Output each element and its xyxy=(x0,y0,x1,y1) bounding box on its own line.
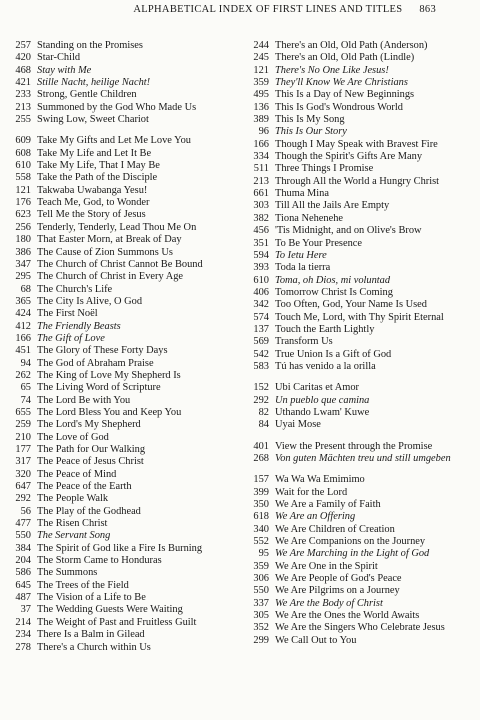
hymn-number: 176 xyxy=(15,197,31,209)
index-entry xyxy=(245,139,477,151)
hymn-number: 421 xyxy=(15,77,31,89)
hymn-title: This Is My Song xyxy=(275,114,345,126)
hymn-number: 608 xyxy=(15,147,31,159)
hymn-number: 136 xyxy=(253,101,269,113)
index-entry xyxy=(245,114,477,126)
hymn-title: The Church of Christ in Every Age xyxy=(37,271,184,283)
hymn-number: 550 xyxy=(253,585,269,597)
hymn-title: Toma, oh Dios, mi voluntad xyxy=(275,274,391,286)
hymn-number: 84 xyxy=(258,419,269,431)
index-entry xyxy=(7,518,239,530)
index-entry xyxy=(7,345,239,357)
hymn-number: 292 xyxy=(253,394,269,406)
index-entry xyxy=(245,275,477,287)
hymn-number: 121 xyxy=(253,64,269,76)
hymn-title: Till All the Jails Are Empty xyxy=(275,200,390,212)
hymn-number: 317 xyxy=(15,456,31,468)
hymn-number: 74 xyxy=(20,394,31,406)
index-entry xyxy=(7,135,239,147)
hymn-title: The Lord Bless You and Keep You xyxy=(37,406,182,418)
hymn-title: Ubi Caritas et Amor xyxy=(275,382,359,394)
hymn-number: 204 xyxy=(15,555,31,567)
hymn-title: We Are Companions on the Journey xyxy=(275,536,426,548)
hymn-number: 306 xyxy=(253,573,269,585)
index-entry xyxy=(7,617,239,629)
hymn-title: Strong, Gentle Children xyxy=(37,89,137,101)
hymn-number: 347 xyxy=(15,258,31,270)
hymn-number: 299 xyxy=(253,634,269,646)
hymn-title: The Living Word of Scripture xyxy=(37,382,161,394)
index-entry xyxy=(245,89,477,101)
hymn-title: That Easter Morn, at Break of Day xyxy=(37,234,182,246)
hymn-number: 82 xyxy=(258,406,269,418)
hymn-number: 233 xyxy=(15,89,31,101)
index-entry xyxy=(245,336,477,348)
hymn-title: We Are the Ones the World Awaits xyxy=(275,610,420,622)
hymn-title: Star-Child xyxy=(37,52,81,64)
index-entry xyxy=(7,321,239,333)
hymn-number: 255 xyxy=(15,114,31,126)
index-entry xyxy=(245,77,477,89)
hymn-number: 177 xyxy=(15,444,31,455)
hymn-title: We Call Out to You xyxy=(275,634,357,646)
group-spacer xyxy=(245,432,477,441)
hymn-title: To Be Your Presence xyxy=(275,237,363,249)
hymn-title: This Is a Day of New Beginnings xyxy=(275,89,415,101)
hymn-title: We Are Pilgrims on a Journey xyxy=(275,585,400,597)
hymn-number: 121 xyxy=(15,184,31,196)
hymn-title: We Are an Offering xyxy=(275,511,356,523)
hymn-title: The Love of God xyxy=(37,431,109,443)
hymn-number: 399 xyxy=(253,486,269,498)
index-column-right xyxy=(245,40,477,647)
hymn-number: 262 xyxy=(15,369,31,381)
hymn-title: Von guten Mächten treu und still umgeben xyxy=(275,453,451,464)
hymn-title: Toda la tierra xyxy=(275,262,331,274)
hymn-number: 420 xyxy=(15,52,31,64)
hymn-title: The Church of Christ Cannot Be Bound xyxy=(37,258,203,270)
hymn-title: There's a Church within Us xyxy=(37,641,151,653)
hymn-number: 655 xyxy=(15,406,31,418)
hymn-number: 65 xyxy=(20,382,31,394)
hymn-title: The Trees of the Field xyxy=(37,579,129,591)
page-header xyxy=(133,4,436,15)
hymn-number: 166 xyxy=(15,332,31,344)
index-entry xyxy=(245,238,477,250)
hymn-number: 334 xyxy=(253,151,269,163)
hymn-number: 618 xyxy=(253,511,269,523)
index-entry xyxy=(7,259,239,271)
index-entry xyxy=(7,592,239,604)
hymn-number: 342 xyxy=(253,299,269,311)
index-entry xyxy=(7,629,239,641)
hymn-title: Transform Us xyxy=(275,336,333,348)
hymn-title: Take My Life and Let It Be xyxy=(37,147,152,159)
hymn-title: Touch Me, Lord, with Thy Spirit Eternal xyxy=(275,311,444,323)
group-spacer xyxy=(7,126,239,135)
hymn-title: The Lord's My Shepherd xyxy=(37,419,141,431)
index-entry xyxy=(245,419,477,431)
hymn-number: 495 xyxy=(253,89,269,101)
index-entry xyxy=(7,52,239,64)
hymn-title: Tiona Nehenehe xyxy=(275,212,344,224)
hymn-number: 424 xyxy=(15,308,31,320)
hymn-title: The Glory of These Forty Days xyxy=(37,345,168,357)
hymn-title: The Church's Life xyxy=(37,283,113,295)
index-entry xyxy=(245,312,477,324)
index-entry xyxy=(7,530,239,542)
hymn-title: The Peace of the Earth xyxy=(37,481,132,493)
index-entry xyxy=(7,370,239,382)
hymn-number: 406 xyxy=(253,286,269,298)
hymn-title: We Are the Singers Who Celebrate Jesus xyxy=(275,622,445,634)
hymn-number: 558 xyxy=(15,172,31,184)
index-entry xyxy=(7,40,239,52)
hymn-title: 'Tis Midnight, and on Olive's Brow xyxy=(275,225,422,237)
hymn-number: 365 xyxy=(15,295,31,307)
hymn-number: 393 xyxy=(253,262,269,274)
hymn-title: We Are the Body of Christ xyxy=(275,597,383,609)
hymn-title: The Summons xyxy=(37,567,98,579)
hymn-number: 210 xyxy=(15,431,31,443)
hymn-title: There's No One Like Jesus! xyxy=(275,64,389,76)
hymn-title: The Wedding Guests Were Waiting xyxy=(37,604,183,616)
hymn-number: 542 xyxy=(253,348,269,360)
hymn-title: The People Walk xyxy=(37,493,109,505)
hymn-number: 623 xyxy=(15,209,31,221)
index-entry xyxy=(7,172,239,184)
hymn-number: 303 xyxy=(253,200,269,212)
index-entry xyxy=(7,642,239,654)
index-entry xyxy=(7,506,239,518)
index-entry xyxy=(245,511,477,523)
hymn-title: There Is a Balm in Gilead xyxy=(37,629,145,641)
index-entry xyxy=(245,262,477,274)
hymn-title: The Peace of Jesus Christ xyxy=(37,456,144,468)
hymn-number: 340 xyxy=(253,523,269,535)
hymn-number: 152 xyxy=(253,382,269,394)
index-entry xyxy=(7,604,239,616)
index-entry xyxy=(245,250,477,262)
index-entry xyxy=(7,308,239,320)
index-entry xyxy=(7,543,239,555)
hymn-number: 214 xyxy=(15,616,31,628)
hymn-number: 56 xyxy=(20,505,31,517)
hymn-title: Teach Me, God, to Wonder xyxy=(37,197,150,209)
index-entry xyxy=(245,453,477,465)
index-entry xyxy=(245,324,477,336)
hymn-title: Uyai Mose xyxy=(275,419,321,431)
hymn-title: The Spirit of God like a Fire Is Burning xyxy=(37,542,203,554)
index-entry xyxy=(245,361,477,373)
index-entry xyxy=(7,222,239,234)
index-entry xyxy=(245,635,477,647)
hymn-title: Stille Nacht, heilige Nacht! xyxy=(37,77,151,89)
hymn-number: 257 xyxy=(15,40,31,51)
hymn-title: Wait for the Lord xyxy=(275,486,348,498)
hymn-number: 213 xyxy=(253,175,269,187)
index-entry xyxy=(7,114,239,126)
index-entry xyxy=(7,296,239,308)
hymn-title: The Friendly Beasts xyxy=(37,320,121,332)
index-entry xyxy=(245,102,477,114)
hymn-number: 37 xyxy=(20,604,31,616)
hymn-title: The Gift of Love xyxy=(37,332,105,344)
hymn-number: 456 xyxy=(253,225,269,237)
index-entry xyxy=(7,102,239,114)
hymn-number: 586 xyxy=(15,567,31,579)
hymn-title: True Union Is a Gift of God xyxy=(275,348,392,360)
hymn-title: To Ietu Here xyxy=(275,249,327,261)
index-entry xyxy=(7,77,239,89)
hymn-title: Swing Low, Sweet Chariot xyxy=(37,114,149,126)
hymn-title: Tú has venido a la orilla xyxy=(275,360,376,372)
index-entry xyxy=(7,419,239,431)
hymn-number: 574 xyxy=(253,311,269,323)
hymn-number: 166 xyxy=(253,138,269,150)
index-entry xyxy=(245,349,477,361)
hymn-number: 384 xyxy=(15,542,31,554)
hymn-title: The Servant Song xyxy=(37,530,111,542)
hymn-title: Though I May Speak with Bravest Fire xyxy=(275,138,438,150)
index-entry xyxy=(7,148,239,160)
index-entry xyxy=(245,610,477,622)
hymn-title: Too Often, God, Your Name Is Used xyxy=(275,299,427,311)
hymn-number: 609 xyxy=(15,135,31,147)
index-entry xyxy=(245,407,477,419)
index-entry xyxy=(245,213,477,225)
index-entry xyxy=(245,52,477,64)
hymn-title: Touch the Earth Lightly xyxy=(275,323,375,335)
hymn-number: 594 xyxy=(253,249,269,261)
hymn-number: 350 xyxy=(253,499,269,511)
index-entry xyxy=(245,126,477,138)
hymn-title: There's an Old, Old Path (Anderson) xyxy=(275,40,428,51)
index-entry xyxy=(245,499,477,511)
hymn-title: There's an Old, Old Path (Lindle) xyxy=(275,52,415,64)
hymn-title: Take My Gifts and Let Me Love You xyxy=(37,135,191,147)
hymn-number: 256 xyxy=(15,221,31,233)
hymn-title: The Lord Be with You xyxy=(37,394,131,406)
index-entry xyxy=(7,160,239,172)
hymn-number: 68 xyxy=(20,283,31,295)
hymn-number: 645 xyxy=(15,579,31,591)
hymn-title: Take My Life, That I May Be xyxy=(37,160,160,172)
hymn-title: The King of Love My Shepherd Is xyxy=(37,369,181,381)
hymn-title: View the Present through the Promise xyxy=(275,440,433,452)
hymn-title: The Weight of Past and Fruitless Guilt xyxy=(37,616,197,628)
hymn-number: 382 xyxy=(253,212,269,224)
hymn-number: 610 xyxy=(253,274,269,286)
index-entry xyxy=(7,65,239,77)
index-entry xyxy=(7,197,239,209)
index-entry xyxy=(245,200,477,212)
index-column-left xyxy=(7,40,239,654)
hymn-number: 137 xyxy=(253,323,269,335)
hymn-number: 305 xyxy=(253,610,269,622)
hymn-number: 295 xyxy=(15,271,31,283)
index-entry xyxy=(7,185,239,197)
hymn-title: Though the Spirit's Gifts Are Many xyxy=(275,151,423,163)
hymn-title: The Risen Christ xyxy=(37,518,108,530)
index-entry xyxy=(7,456,239,468)
index-entry xyxy=(245,299,477,311)
hymn-number: 96 xyxy=(258,126,269,138)
hymn-title: Takwaba Uwabanga Yesu! xyxy=(37,184,148,196)
index-entry xyxy=(245,40,477,52)
hymn-number: 477 xyxy=(15,518,31,530)
hymn-number: 401 xyxy=(253,440,269,452)
hymn-title: Un pueblo que camina xyxy=(275,394,370,406)
hymn-number: 647 xyxy=(15,481,31,493)
hymn-number: 259 xyxy=(15,419,31,431)
hymn-number: 268 xyxy=(253,453,269,464)
hymn-title: Take the Path of the Disciple xyxy=(37,172,158,184)
hymn-title: They'll Know We Are Christians xyxy=(275,77,408,89)
hymn-number: 337 xyxy=(253,597,269,609)
hymn-number: 157 xyxy=(253,474,269,486)
index-entry xyxy=(7,580,239,592)
index-entry xyxy=(7,89,239,101)
hymn-title: The Vision of a Life to Be xyxy=(37,592,146,604)
index-entry xyxy=(7,234,239,246)
index-entry xyxy=(245,176,477,188)
index-entry xyxy=(245,536,477,548)
index-entry xyxy=(245,598,477,610)
hymn-number: 180 xyxy=(15,234,31,246)
hymn-number: 351 xyxy=(253,237,269,249)
hymn-title: Three Things I Promise xyxy=(275,163,374,175)
index-entry xyxy=(7,284,239,296)
hymn-number: 359 xyxy=(253,560,269,572)
index-entry xyxy=(245,561,477,573)
hymn-number: 244 xyxy=(253,40,269,51)
hymn-title: The Cause of Zion Summons Us xyxy=(37,246,173,258)
index-entry xyxy=(245,188,477,200)
hymn-title: The First Noël xyxy=(37,308,98,320)
running-title: ALPHABETICAL INDEX OF FIRST LINES AND TITLES xyxy=(133,4,403,15)
index-entry xyxy=(7,432,239,444)
index-entry xyxy=(245,65,477,77)
hymn-title: We Are Marching in the Light of God xyxy=(275,548,430,560)
index-entry xyxy=(245,487,477,499)
hymn-title: The City Is Alive, O God xyxy=(37,295,143,307)
index-entry xyxy=(245,474,477,486)
hymn-title: Tell Me the Story of Jesus xyxy=(37,209,146,221)
index-entry xyxy=(245,395,477,407)
index-entry xyxy=(7,407,239,419)
index-entry xyxy=(7,358,239,370)
index-entry xyxy=(7,395,239,407)
hymn-number: 569 xyxy=(253,336,269,348)
group-spacer xyxy=(245,373,477,382)
hymn-number: 610 xyxy=(15,160,31,172)
hymn-number: 352 xyxy=(253,622,269,634)
hymn-number: 95 xyxy=(258,548,269,560)
hymn-title: Uthando Lwam' Kuwe xyxy=(275,406,370,418)
hymn-number: 245 xyxy=(253,52,269,64)
hymn-title: We Are a Family of Faith xyxy=(275,499,381,511)
index-entry xyxy=(245,622,477,634)
hymn-number: 552 xyxy=(253,536,269,548)
hymn-number: 234 xyxy=(15,629,31,641)
hymn-number: 451 xyxy=(15,345,31,357)
index-entry xyxy=(245,287,477,299)
hymn-title: Summoned by the God Who Made Us xyxy=(37,101,197,113)
hymn-number: 292 xyxy=(15,493,31,505)
hymn-title: The God of Abraham Praise xyxy=(37,357,154,369)
hymn-number: 583 xyxy=(253,360,269,372)
hymn-title: Stay with Me xyxy=(37,64,92,76)
index-entry xyxy=(245,225,477,237)
index-entry xyxy=(7,247,239,259)
index-entry xyxy=(245,382,477,394)
hymn-number: 359 xyxy=(253,77,269,89)
hymn-title: Through All the World a Hungry Christ xyxy=(275,175,440,187)
hymn-number: 468 xyxy=(15,64,31,76)
index-entry xyxy=(245,585,477,597)
hymn-title: Thuma Mina xyxy=(275,188,329,200)
index-entry xyxy=(245,573,477,585)
index-entry xyxy=(245,524,477,536)
hymn-title: Tomorrow Christ Is Coming xyxy=(275,286,393,298)
hymn-number: 320 xyxy=(15,468,31,480)
index-entry xyxy=(245,151,477,163)
hymn-title: We Are Children of Creation xyxy=(275,523,395,535)
hymn-number: 94 xyxy=(20,357,31,369)
index-entry xyxy=(245,441,477,453)
hymn-title: The Play of the Godhead xyxy=(37,505,141,517)
index-entry xyxy=(7,444,239,456)
hymn-title: This Is God's Wondrous World xyxy=(275,101,403,113)
hymn-title: The Storm Came to Honduras xyxy=(37,555,162,567)
hymn-title: Tenderly, Tenderly, Lead Thou Me On xyxy=(37,221,197,233)
index-entry xyxy=(7,493,239,505)
page-number: 863 xyxy=(419,4,436,15)
hymn-number: 213 xyxy=(15,101,31,113)
hymn-number: 661 xyxy=(253,188,269,200)
hymn-number: 386 xyxy=(15,246,31,258)
index-entry xyxy=(7,469,239,481)
index-entry xyxy=(245,548,477,560)
index-entry xyxy=(7,271,239,283)
hymn-number: 389 xyxy=(253,114,269,126)
index-entry xyxy=(7,567,239,579)
hymn-title: This Is Our Story xyxy=(275,126,347,138)
index-entry xyxy=(245,163,477,175)
hymn-number: 487 xyxy=(15,592,31,604)
hymn-title: Wa Wa Wa Emimimo xyxy=(275,474,365,486)
hymn-title: We Are People of God's Peace xyxy=(275,573,402,585)
hymn-number: 511 xyxy=(253,163,269,175)
group-spacer xyxy=(245,465,477,474)
hymn-title: The Path for Our Walking xyxy=(37,444,146,455)
hymn-title: The Peace of Mind xyxy=(37,468,117,480)
index-entry xyxy=(7,555,239,567)
index-entry xyxy=(7,209,239,221)
hymn-number: 412 xyxy=(15,320,31,332)
hymn-number: 550 xyxy=(15,530,31,542)
hymn-number: 278 xyxy=(15,641,31,653)
hymn-title: We Are One in the Spirit xyxy=(275,560,378,572)
hymn-title: Standing on the Promises xyxy=(37,40,143,51)
index-entry xyxy=(7,333,239,345)
index-entry xyxy=(7,382,239,394)
index-entry xyxy=(7,481,239,493)
